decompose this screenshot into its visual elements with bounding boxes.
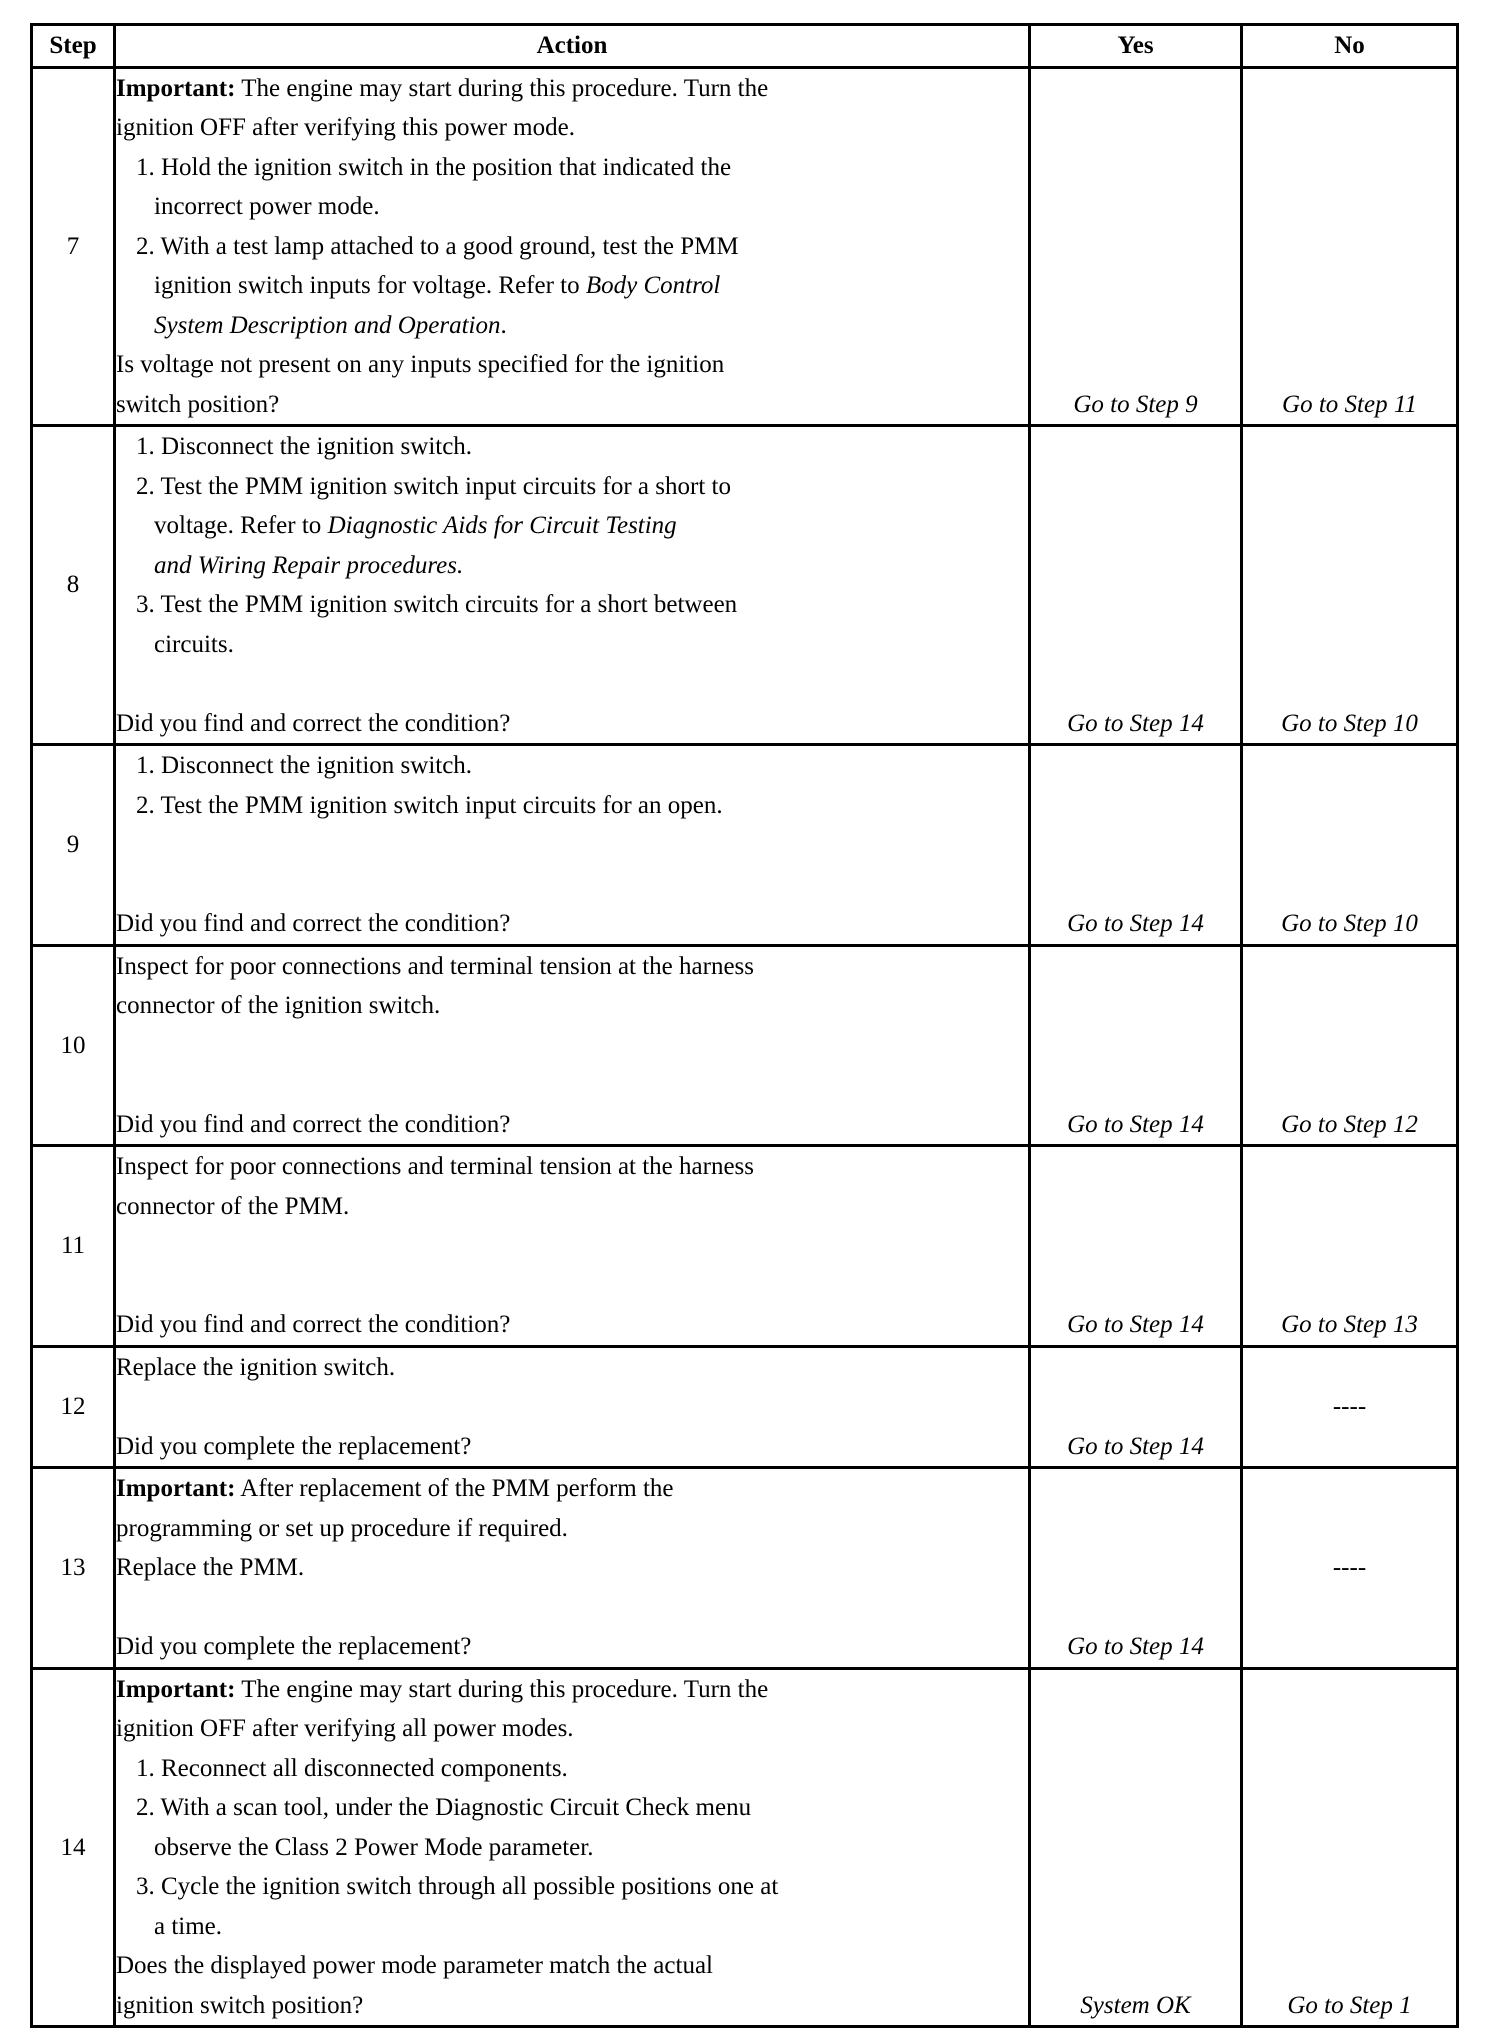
yes-result: Go to Step 14 [1030, 426, 1242, 745]
important-text: After replacement of the PMM perform the [235, 1475, 674, 1502]
important-text: ignition OFF after verifying this power mode. [116, 114, 575, 141]
spacer [116, 825, 1028, 865]
list-item: 2. With a test lamp attached to a good ground, test the PMM [136, 232, 739, 260]
no-result: ---- [1242, 1468, 1458, 1669]
question-text: Does the displayed power mode parameter match the actual [116, 1952, 713, 1979]
instruction-text: connector of the PMM. [116, 1192, 350, 1220]
table-row [32, 945, 1458, 1146]
step-number: 8 [32, 426, 115, 745]
table-row [32, 67, 1458, 426]
list-item: 2. With a scan tool, under the Diagnostic Circuit Check menu [136, 1794, 752, 1821]
no-result: Go to Step 1 [1242, 1668, 1458, 2027]
spacer [116, 664, 1028, 704]
yes-result: Go to Step 14 [1030, 1146, 1242, 1347]
question-text: Did you complete the replacement? [116, 1633, 472, 1660]
yes-result: Go to Step 14 [1030, 745, 1242, 946]
punctuation: . [500, 311, 507, 339]
table-row [32, 1346, 1458, 1468]
important-text: programming or set up procedure if required. [116, 1514, 568, 1542]
action-cell [115, 945, 1030, 1146]
header-no: No [1242, 25, 1458, 68]
no-result: ---- [1242, 1346, 1458, 1468]
important-label: Important: [116, 74, 236, 102]
instruction-text: Replace the ignition switch. [116, 1353, 396, 1381]
question-text: Did you find and correct the condition? [116, 910, 511, 937]
spacer [116, 865, 1028, 905]
question-text: Is voltage not present on any inputs specified for the ignition [116, 351, 725, 378]
instruction-text: connector of the ignition switch. [116, 992, 441, 1019]
list-item: 1. Reconnect all disconnected components. [136, 1754, 568, 1782]
no-result: Go to Step 13 [1242, 1146, 1458, 1347]
action-cell [115, 1668, 1030, 2027]
action-cell [115, 426, 1030, 745]
list-item-continued: voltage. Refer to [154, 512, 328, 539]
list-item: 2. Test the PMM ignition switch input circuits for an open. [136, 791, 723, 819]
list-item-continued: circuits. [154, 630, 234, 658]
action-cell [115, 67, 1030, 426]
step-number: 10 [32, 945, 115, 1146]
list-item: 3. Test the PMM ignition switch circuits for a short between [136, 591, 738, 618]
reference-link-text: Body Control [585, 272, 721, 299]
table-row [32, 1468, 1458, 1669]
list-item-continued: a time. [154, 1912, 223, 1940]
header-yes: Yes [1030, 25, 1242, 68]
spacer [116, 1226, 1028, 1266]
list-item-continued: observe the Class 2 Power Mode parameter. [154, 1833, 594, 1861]
action-cell [115, 1468, 1030, 1669]
list-item: 1. Hold the ignition switch in the position that indicated the [136, 153, 732, 181]
spacer [116, 1387, 1028, 1427]
table-header-row [32, 25, 1458, 68]
step-number: 14 [32, 1668, 115, 2027]
reference-link-text: Diagnostic Aids for Circuit Testing [327, 512, 677, 539]
important-label: Important: [116, 1675, 236, 1703]
reference-link-text: System Description and Operation [154, 311, 501, 339]
yes-result: System OK [1030, 1668, 1242, 2027]
list-item: 1. Disconnect the ignition switch. [136, 752, 473, 779]
spacer [116, 1266, 1028, 1306]
list-item-continued: incorrect power mode. [154, 193, 380, 220]
step-number: 11 [32, 1146, 115, 1347]
question-text: Did you complete the replacement? [116, 1432, 472, 1460]
yes-result: Go to Step 14 [1030, 945, 1242, 1146]
list-item-continued: ignition switch inputs for voltage. Refer to [154, 272, 586, 299]
important-label: Important: [116, 1475, 236, 1502]
instruction-text: Inspect for poor connections and terminal tension at the harness [116, 952, 755, 980]
spacer [116, 1588, 1028, 1628]
list-item: 1. Disconnect the ignition switch. [136, 433, 473, 460]
action-cell [115, 1346, 1030, 1468]
important-text: The engine may start during this procedure. Turn the [235, 1675, 769, 1703]
spacer [116, 1065, 1028, 1105]
table-row [32, 1668, 1458, 2027]
action-cell [115, 1146, 1030, 1347]
reference-link-text: and Wiring Repair procedures. [154, 551, 464, 579]
action-cell [115, 745, 1030, 946]
spacer [116, 1026, 1028, 1066]
no-result: Go to Step 12 [1242, 945, 1458, 1146]
question-text: Did you find and correct the condition? [116, 709, 511, 737]
step-number: 13 [32, 1468, 115, 1669]
yes-result: Go to Step 14 [1030, 1346, 1242, 1468]
instruction-text: Replace the PMM. [116, 1554, 305, 1581]
table-row [32, 745, 1458, 946]
table-row [32, 1146, 1458, 1347]
step-number: 7 [32, 67, 115, 426]
step-number: 12 [32, 1346, 115, 1468]
instruction-text: Inspect for poor connections and terminal tension at the harness [116, 1153, 755, 1180]
no-result: Go to Step 11 [1242, 67, 1458, 426]
yes-result: Go to Step 14 [1030, 1468, 1242, 1669]
question-text: Did you find and correct the condition? [116, 1311, 511, 1338]
important-text: The engine may start during this procedure. Turn the [235, 74, 769, 102]
table-row [32, 426, 1458, 745]
yes-result: Go to Step 9 [1030, 67, 1242, 426]
question-text: ignition switch position? [116, 1991, 364, 2019]
list-item: 2. Test the PMM ignition switch input circuits for a short to [136, 472, 731, 500]
diagnostic-procedure-table [30, 23, 1459, 2028]
step-number: 9 [32, 745, 115, 946]
question-text: switch position? [116, 390, 280, 418]
header-step: Step [32, 25, 115, 68]
important-text: ignition OFF after verifying all power modes. [116, 1715, 574, 1742]
question-text: Did you find and correct the condition? [116, 1110, 511, 1138]
header-action: Action [115, 25, 1030, 68]
no-result: Go to Step 10 [1242, 426, 1458, 745]
no-result: Go to Step 10 [1242, 745, 1458, 946]
list-item: 3. Cycle the ignition switch through all possible positions one at [136, 1873, 779, 1900]
